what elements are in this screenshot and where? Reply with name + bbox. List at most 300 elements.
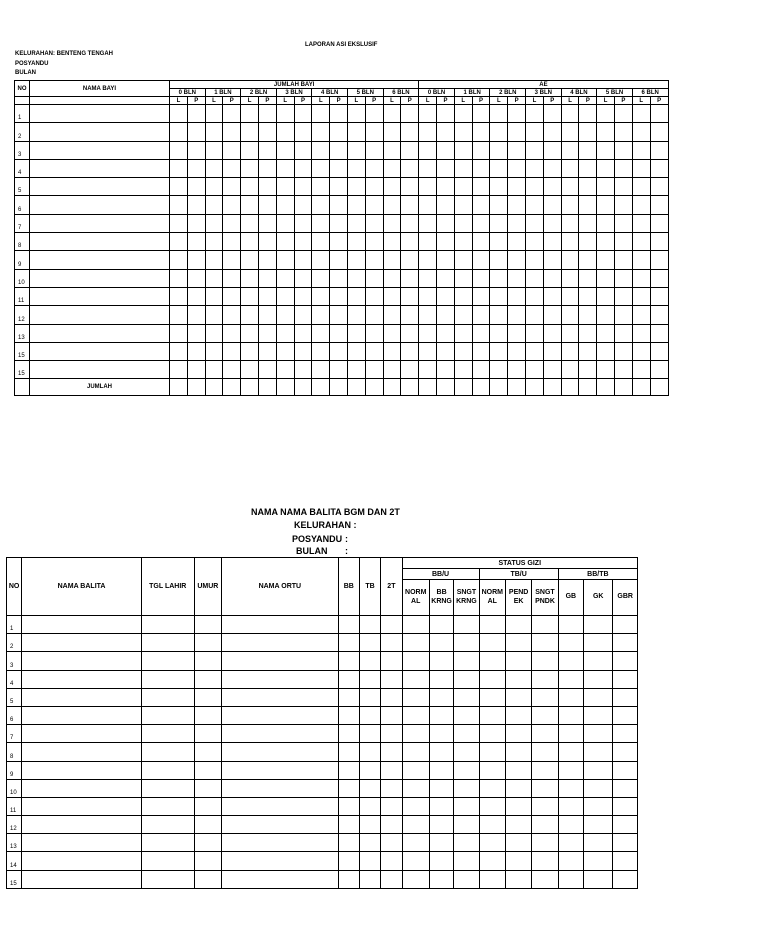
count-cell <box>419 123 437 141</box>
data-cell <box>505 834 531 852</box>
count-cell <box>526 324 544 342</box>
count-cell <box>347 159 365 177</box>
data-cell <box>429 852 453 870</box>
data-cell <box>613 743 638 761</box>
table-row <box>15 105 669 123</box>
count-cell <box>276 196 294 214</box>
row-number: 9 <box>7 761 22 779</box>
count-cell <box>437 324 455 342</box>
count-cell <box>508 105 526 123</box>
data-cell <box>429 779 453 797</box>
col-header-l: L <box>419 97 437 105</box>
count-cell <box>312 361 330 379</box>
count-cell <box>454 196 472 214</box>
count-cell <box>258 324 276 342</box>
data-cell <box>613 652 638 670</box>
count-cell <box>526 141 544 159</box>
total-cell <box>294 379 312 396</box>
count-cell <box>561 178 579 196</box>
col-header-month: 3 BLN <box>526 89 562 97</box>
count-cell <box>454 178 472 196</box>
data-cell <box>402 743 429 761</box>
count-cell <box>632 178 650 196</box>
count-cell <box>330 361 348 379</box>
count-cell <box>597 251 615 269</box>
data-cell <box>222 816 339 834</box>
count-cell <box>276 105 294 123</box>
nama-bayi-cell <box>30 361 170 379</box>
count-cell <box>543 342 561 360</box>
col-header-jumlah-bayi: JUMLAH BAYI <box>170 81 419 89</box>
count-cell <box>615 269 633 287</box>
count-cell <box>330 287 348 305</box>
data-cell <box>141 816 194 834</box>
col-header-p: P <box>365 97 383 105</box>
count-cell <box>170 178 188 196</box>
data-cell <box>194 725 221 743</box>
data-cell <box>22 761 142 779</box>
data-cell <box>141 761 194 779</box>
col-header-p: P <box>543 97 561 105</box>
data-cell <box>359 834 380 852</box>
count-cell <box>294 269 312 287</box>
total-cell <box>312 379 330 396</box>
count-cell <box>187 306 205 324</box>
data-cell <box>402 779 429 797</box>
data-cell <box>479 634 505 652</box>
count-cell <box>650 361 668 379</box>
count-cell <box>205 342 223 360</box>
table-row <box>7 852 638 870</box>
data-cell <box>141 725 194 743</box>
count-cell <box>561 123 579 141</box>
count-cell <box>579 196 597 214</box>
count-cell <box>365 306 383 324</box>
data-cell <box>22 834 142 852</box>
jumlah-row <box>15 379 669 396</box>
count-cell <box>632 361 650 379</box>
data-cell <box>532 670 558 688</box>
count-cell <box>223 105 241 123</box>
row-number: 14 <box>7 852 22 870</box>
report2-kelurahan-label: KELURAHAN : <box>294 520 357 530</box>
count-cell <box>187 105 205 123</box>
count-cell <box>312 141 330 159</box>
nama-bayi-cell <box>30 269 170 287</box>
count-cell <box>276 269 294 287</box>
nama-bayi-cell <box>30 233 170 251</box>
count-cell <box>526 159 544 177</box>
count-cell <box>632 233 650 251</box>
count-cell <box>454 123 472 141</box>
data-cell <box>454 852 479 870</box>
count-cell <box>419 141 437 159</box>
data-cell <box>613 779 638 797</box>
count-cell <box>419 324 437 342</box>
balita-bgm-table <box>6 557 638 889</box>
col-header-bb-u: BB/U <box>402 569 479 580</box>
data-cell <box>22 797 142 815</box>
count-cell <box>276 233 294 251</box>
row-number <box>15 379 30 396</box>
count-cell <box>437 342 455 360</box>
data-cell <box>454 616 479 634</box>
count-cell <box>508 342 526 360</box>
col-header-p: P <box>401 97 419 105</box>
count-cell <box>490 123 508 141</box>
table-row <box>7 761 638 779</box>
count-cell <box>401 324 419 342</box>
count-cell <box>472 123 490 141</box>
count-cell <box>401 342 419 360</box>
count-cell <box>401 233 419 251</box>
count-cell <box>454 233 472 251</box>
count-cell <box>294 342 312 360</box>
count-cell <box>170 324 188 342</box>
count-cell <box>419 251 437 269</box>
count-cell <box>383 214 401 232</box>
total-cell <box>526 379 544 396</box>
col-header-month: 3 BLN <box>276 89 312 97</box>
count-cell <box>294 251 312 269</box>
data-cell <box>22 743 142 761</box>
data-cell <box>505 797 531 815</box>
count-cell <box>347 324 365 342</box>
count-cell <box>419 306 437 324</box>
col-header-ae: AE <box>419 81 668 89</box>
count-cell <box>597 214 615 232</box>
count-cell <box>330 105 348 123</box>
row-number: 10 <box>7 779 22 797</box>
count-cell <box>561 269 579 287</box>
count-cell <box>561 214 579 232</box>
count-cell <box>294 287 312 305</box>
count-cell <box>401 141 419 159</box>
count-cell <box>312 123 330 141</box>
data-cell <box>194 670 221 688</box>
count-cell <box>258 105 276 123</box>
total-cell <box>330 379 348 396</box>
table-row <box>15 361 669 379</box>
count-cell <box>223 141 241 159</box>
count-cell <box>401 123 419 141</box>
count-cell <box>454 141 472 159</box>
data-cell <box>479 852 505 870</box>
table-row <box>15 306 669 324</box>
count-cell <box>526 123 544 141</box>
row-number: 1 <box>7 616 22 634</box>
count-cell <box>615 251 633 269</box>
count-cell <box>312 287 330 305</box>
count-cell <box>312 214 330 232</box>
data-cell <box>584 670 613 688</box>
col-header-l: L <box>347 97 365 105</box>
count-cell <box>472 196 490 214</box>
count-cell <box>170 287 188 305</box>
row-number: 12 <box>15 306 30 324</box>
count-cell <box>205 287 223 305</box>
count-cell <box>526 251 544 269</box>
count-cell <box>223 306 241 324</box>
count-cell <box>579 287 597 305</box>
data-cell <box>359 852 380 870</box>
count-cell <box>170 233 188 251</box>
data-cell <box>359 797 380 815</box>
data-cell <box>613 634 638 652</box>
count-cell <box>437 196 455 214</box>
count-cell <box>597 361 615 379</box>
count-cell <box>205 251 223 269</box>
count-cell <box>597 342 615 360</box>
count-cell <box>508 324 526 342</box>
count-cell <box>365 324 383 342</box>
count-cell <box>294 306 312 324</box>
data-cell <box>194 652 221 670</box>
count-cell <box>508 159 526 177</box>
data-cell <box>402 797 429 815</box>
data-cell <box>454 779 479 797</box>
nama-bayi-cell <box>30 342 170 360</box>
count-cell <box>347 214 365 232</box>
count-cell <box>632 105 650 123</box>
count-cell <box>241 269 259 287</box>
count-cell <box>454 342 472 360</box>
count-cell <box>223 324 241 342</box>
report1-posyandu-label: POSYANDU <box>15 61 49 67</box>
data-cell <box>558 616 583 634</box>
table-row <box>7 797 638 815</box>
count-cell <box>170 269 188 287</box>
count-cell <box>579 269 597 287</box>
count-cell <box>490 251 508 269</box>
count-cell <box>650 159 668 177</box>
count-cell <box>170 214 188 232</box>
total-cell <box>383 379 401 396</box>
count-cell <box>170 159 188 177</box>
data-cell <box>359 670 380 688</box>
count-cell <box>508 306 526 324</box>
data-cell <box>381 852 402 870</box>
count-cell <box>454 306 472 324</box>
count-cell <box>276 361 294 379</box>
count-cell <box>347 269 365 287</box>
count-cell <box>561 251 579 269</box>
col-header-nama-balita: NAMA BALITA <box>22 558 142 616</box>
count-cell <box>330 178 348 196</box>
data-cell <box>141 797 194 815</box>
count-cell <box>419 105 437 123</box>
data-cell <box>454 870 479 888</box>
nama-bayi-cell <box>30 306 170 324</box>
data-cell <box>479 834 505 852</box>
data-cell <box>381 634 402 652</box>
data-cell <box>558 834 583 852</box>
count-cell <box>615 178 633 196</box>
data-cell <box>402 761 429 779</box>
count-cell <box>294 105 312 123</box>
data-cell <box>194 616 221 634</box>
col-header-blank <box>15 97 30 105</box>
count-cell <box>437 123 455 141</box>
count-cell <box>187 287 205 305</box>
count-cell <box>543 251 561 269</box>
count-cell <box>276 306 294 324</box>
table-row <box>15 287 669 305</box>
data-cell <box>532 743 558 761</box>
count-cell <box>170 105 188 123</box>
count-cell <box>187 141 205 159</box>
total-cell <box>437 379 455 396</box>
count-cell <box>526 105 544 123</box>
data-cell <box>584 743 613 761</box>
data-cell <box>402 816 429 834</box>
data-cell <box>194 816 221 834</box>
count-cell <box>454 251 472 269</box>
col-header-month: 5 BLN <box>347 89 383 97</box>
count-cell <box>383 287 401 305</box>
count-cell <box>401 178 419 196</box>
count-cell <box>365 251 383 269</box>
col-header-status-sub: NORM AL <box>402 580 429 616</box>
data-cell <box>584 761 613 779</box>
count-cell <box>294 196 312 214</box>
nama-bayi-cell <box>30 141 170 159</box>
count-cell <box>543 233 561 251</box>
data-cell <box>479 616 505 634</box>
count-cell <box>294 123 312 141</box>
count-cell <box>437 287 455 305</box>
count-cell <box>579 306 597 324</box>
count-cell <box>241 251 259 269</box>
col-header-status-sub: GBR <box>613 580 638 616</box>
data-cell <box>359 688 380 706</box>
count-cell <box>508 361 526 379</box>
count-cell <box>579 342 597 360</box>
count-cell <box>632 159 650 177</box>
count-cell <box>490 342 508 360</box>
col-header-month: 6 BLN <box>632 89 668 97</box>
count-cell <box>526 196 544 214</box>
count-cell <box>383 141 401 159</box>
data-cell <box>402 688 429 706</box>
data-cell <box>22 852 142 870</box>
data-cell <box>222 743 339 761</box>
count-cell <box>205 269 223 287</box>
total-cell <box>170 379 188 396</box>
row-number: 8 <box>15 233 30 251</box>
data-cell <box>194 688 221 706</box>
count-cell <box>258 287 276 305</box>
total-cell <box>347 379 365 396</box>
col-header-l: L <box>276 97 294 105</box>
data-cell <box>338 688 359 706</box>
data-cell <box>584 688 613 706</box>
count-cell <box>437 141 455 159</box>
data-cell <box>338 816 359 834</box>
count-cell <box>365 269 383 287</box>
report2-title: NAMA NAMA BALITA BGM DAN 2T <box>251 507 400 517</box>
count-cell <box>543 269 561 287</box>
count-cell <box>632 141 650 159</box>
data-cell <box>454 652 479 670</box>
row-number: 4 <box>15 159 30 177</box>
count-cell <box>543 105 561 123</box>
count-cell <box>543 214 561 232</box>
count-cell <box>276 159 294 177</box>
data-cell <box>613 761 638 779</box>
count-cell <box>419 233 437 251</box>
count-cell <box>526 178 544 196</box>
data-cell <box>338 670 359 688</box>
data-cell <box>429 870 453 888</box>
data-cell <box>429 834 453 852</box>
col-header-month: 0 BLN <box>170 89 206 97</box>
count-cell <box>454 324 472 342</box>
table-row <box>15 159 669 177</box>
count-cell <box>347 105 365 123</box>
data-cell <box>22 870 142 888</box>
data-cell <box>479 743 505 761</box>
count-cell <box>579 141 597 159</box>
count-cell <box>597 324 615 342</box>
count-cell <box>401 287 419 305</box>
col-header-bb-tb: BB/TB <box>558 569 637 580</box>
data-cell <box>454 688 479 706</box>
count-cell <box>437 214 455 232</box>
count-cell <box>383 105 401 123</box>
count-cell <box>526 214 544 232</box>
count-cell <box>508 251 526 269</box>
data-cell <box>505 652 531 670</box>
count-cell <box>187 233 205 251</box>
count-cell <box>650 324 668 342</box>
count-cell <box>276 324 294 342</box>
count-cell <box>312 233 330 251</box>
data-cell <box>479 688 505 706</box>
data-cell <box>558 652 583 670</box>
col-header-l: L <box>561 97 579 105</box>
count-cell <box>276 141 294 159</box>
count-cell <box>615 233 633 251</box>
count-cell <box>312 342 330 360</box>
count-cell <box>330 141 348 159</box>
count-cell <box>615 141 633 159</box>
data-cell <box>141 870 194 888</box>
col-header-month: 5 BLN <box>597 89 633 97</box>
count-cell <box>241 123 259 141</box>
count-cell <box>312 251 330 269</box>
table-row <box>7 634 638 652</box>
count-cell <box>365 105 383 123</box>
col-header-no: NO <box>15 81 30 97</box>
data-cell <box>402 652 429 670</box>
data-cell <box>479 706 505 724</box>
nama-bayi-cell <box>30 287 170 305</box>
total-cell <box>472 379 490 396</box>
count-cell <box>330 269 348 287</box>
col-header-p: P <box>615 97 633 105</box>
data-cell <box>194 870 221 888</box>
data-cell <box>402 834 429 852</box>
count-cell <box>258 123 276 141</box>
count-cell <box>383 361 401 379</box>
count-cell <box>472 233 490 251</box>
col-header-status-sub: GK <box>584 580 613 616</box>
count-cell <box>526 287 544 305</box>
count-cell <box>650 141 668 159</box>
data-cell <box>194 706 221 724</box>
count-cell <box>579 361 597 379</box>
